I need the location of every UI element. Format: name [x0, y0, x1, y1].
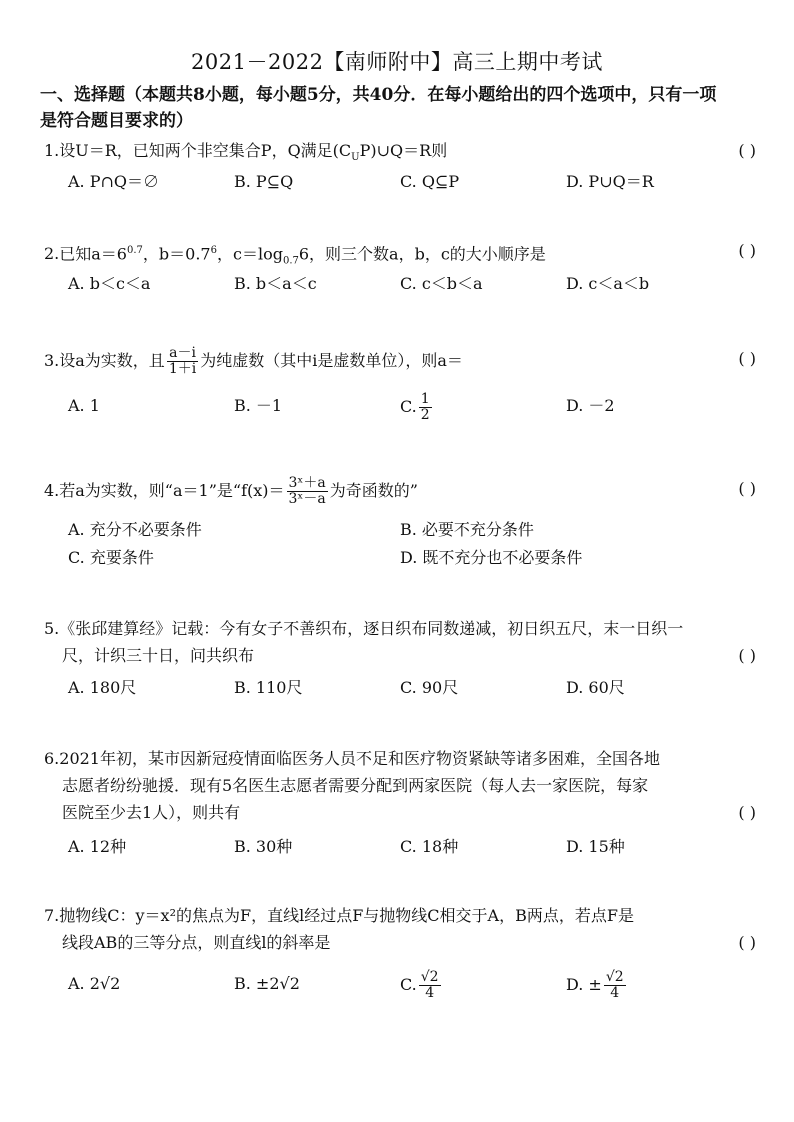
option-d[interactable]: D. －2 [566, 396, 615, 415]
fraction-denominator: 2 [420, 407, 430, 423]
option-c[interactable] [400, 970, 443, 1001]
stem-text: 线段AB的三等分点，则直线l的斜率是 [62, 933, 331, 952]
option-b[interactable]: B. ±2√2 [234, 974, 300, 993]
question-3-stem [44, 346, 756, 377]
question-4-stem [44, 476, 756, 507]
question-4-options-row1 [68, 516, 758, 544]
option-c-label: C. [400, 975, 417, 994]
stem-text: 尺，计织三十日，问共织布 [62, 646, 255, 665]
option-d[interactable] [566, 970, 628, 1001]
option-a[interactable]: A. 12种 [68, 837, 127, 856]
question-1-options [68, 168, 758, 196]
stem-text: 6，则三个数a，b，c的大小顺序是 [298, 244, 546, 264]
fraction-numerator: √2 [605, 969, 624, 985]
fraction [287, 476, 328, 507]
question-6-stem [44, 746, 756, 772]
fraction-numerator: 1 [420, 391, 430, 407]
question-5-options [68, 674, 758, 702]
question-number: 2. [44, 244, 60, 264]
answer-blank: ( ) [738, 349, 756, 368]
question-number: 5. [44, 619, 60, 638]
option-c-label: C. [400, 397, 417, 416]
stem-superscript: 0.7 [127, 245, 143, 256]
question-1-stem [44, 138, 756, 171]
fraction-denominator: 4 [425, 985, 435, 1001]
question-number: 6. [44, 749, 60, 768]
option-b[interactable]: B. 必要不充分条件 [400, 520, 534, 539]
question-number: 7. [44, 906, 60, 925]
stem-subscript: 0.7 [282, 255, 299, 267]
option-d[interactable]: D. 既不充分也不必要条件 [400, 548, 583, 567]
stem-text: 设U＝R，已知两个非空集合P，Q满足(C [59, 141, 352, 160]
question-2-options [68, 270, 758, 298]
question-5-stem-cont [62, 643, 756, 669]
stem-text: 志愿者纷纷驰援．现有5名医生志愿者需要分配到两家医院（每人去一家医院，每家 [62, 776, 649, 795]
stem-subscript: U [351, 152, 360, 164]
question-6-stem-cont [62, 773, 756, 799]
option-c[interactable]: C. 90尺 [400, 678, 459, 697]
question-7-options [68, 969, 758, 1001]
option-a[interactable]: A. 充分不必要条件 [68, 520, 202, 539]
answer-blank: ( ) [738, 241, 756, 260]
option-b[interactable]: B. 110尺 [234, 678, 303, 697]
question-number: 4. [44, 481, 60, 500]
option-d[interactable]: D. c＜a＜b [566, 274, 650, 293]
question-4-options-row2 [68, 544, 758, 572]
answer-blank: ( ) [738, 933, 756, 952]
stem-text: 抛物线C：y＝x²的焦点为F，直线l经过点F与抛物线C相交于A，B两点，若点F是 [59, 906, 634, 925]
stem-text: ，c＝log [216, 244, 283, 264]
stem-text: 为纯虚数（其中i是虚数单位），则a＝ [200, 351, 463, 370]
stem-text: 2021年初，某市因新冠疫情面临医务人员不足和医疗物资紧缺等诸多困难，全国各地 [59, 749, 660, 768]
fraction [167, 346, 198, 377]
stem-text: 《张邱建算经》记载：今有女子不善织布，逐日织布同数递减，初日织五尺，末一日织一 [59, 619, 684, 638]
fraction [604, 970, 626, 1001]
option-b[interactable]: B. P⊆Q [234, 172, 294, 191]
section-heading: 一、选择题（本题共8小题，每小题5分，共40分．在每小题给出的四个选项中，只有一项 [40, 85, 717, 105]
fraction-denominator: 4 [610, 985, 620, 1001]
stem-superscript: 6 [210, 245, 217, 256]
option-c[interactable]: C. 充要条件 [68, 548, 154, 567]
option-a[interactable]: A. 180尺 [68, 678, 137, 697]
answer-blank: ( ) [738, 646, 756, 665]
fraction-numerator: a－i [167, 346, 198, 362]
stem-text: 若a为实数，则“a＝1”是“f(x)＝ [59, 481, 285, 500]
option-a[interactable]: A. 2√2 [68, 974, 121, 993]
fraction-denominator: 3ˣ－a [288, 491, 326, 507]
stem-text-tail: P)∪Q＝R则 [359, 141, 448, 160]
fraction-denominator: 1＋i [168, 361, 197, 377]
option-a[interactable]: A. P∩Q＝∅ [68, 172, 160, 191]
question-6-options [68, 833, 758, 861]
answer-blank: ( ) [738, 803, 756, 822]
option-b[interactable]: B. －1 [234, 396, 283, 415]
question-7-stem [44, 903, 756, 929]
fraction [419, 970, 441, 1001]
stem-text: 为奇函数的” [329, 481, 418, 500]
stem-text: 已知a＝6 [59, 244, 127, 264]
option-d[interactable]: D. 60尺 [566, 678, 625, 697]
option-b[interactable]: B. 30种 [234, 837, 293, 856]
section-heading-cont: 是符合题目要求的） [40, 111, 193, 131]
option-b[interactable]: B. b＜a＜c [234, 274, 317, 293]
stem-text: ，b＝0.7 [142, 244, 211, 264]
stem-text: 医院至少去1人），则共有 [62, 803, 241, 822]
option-a[interactable]: A. 1 [68, 396, 100, 415]
question-5-stem [44, 616, 756, 642]
answer-blank: ( ) [738, 141, 756, 160]
option-a[interactable]: A. b＜c＜a [68, 274, 151, 293]
option-d[interactable]: D. P∪Q＝R [566, 172, 654, 191]
option-d-label: D. ± [566, 975, 602, 994]
question-number: 3. [44, 351, 60, 370]
question-6-stem-cont2 [62, 800, 756, 826]
option-c[interactable]: C. 18种 [400, 837, 459, 856]
answer-blank: ( ) [738, 479, 756, 498]
question-7-stem-cont [62, 930, 756, 956]
page-title: 2021－2022【南师附中】高三上期中考试 [191, 50, 603, 74]
option-d[interactable]: D. 15种 [566, 837, 625, 856]
fraction-numerator: 3ˣ＋a [288, 475, 326, 491]
fraction-numerator: √2 [420, 969, 439, 985]
option-c[interactable]: C. Q⊆P [400, 172, 460, 191]
question-3-options [68, 391, 758, 423]
option-c[interactable] [400, 392, 434, 423]
stem-text: 设a为实数，且 [59, 351, 165, 370]
fraction [419, 392, 432, 423]
option-c[interactable]: C. c＜b＜a [400, 274, 483, 293]
question-number: 1. [44, 141, 60, 160]
